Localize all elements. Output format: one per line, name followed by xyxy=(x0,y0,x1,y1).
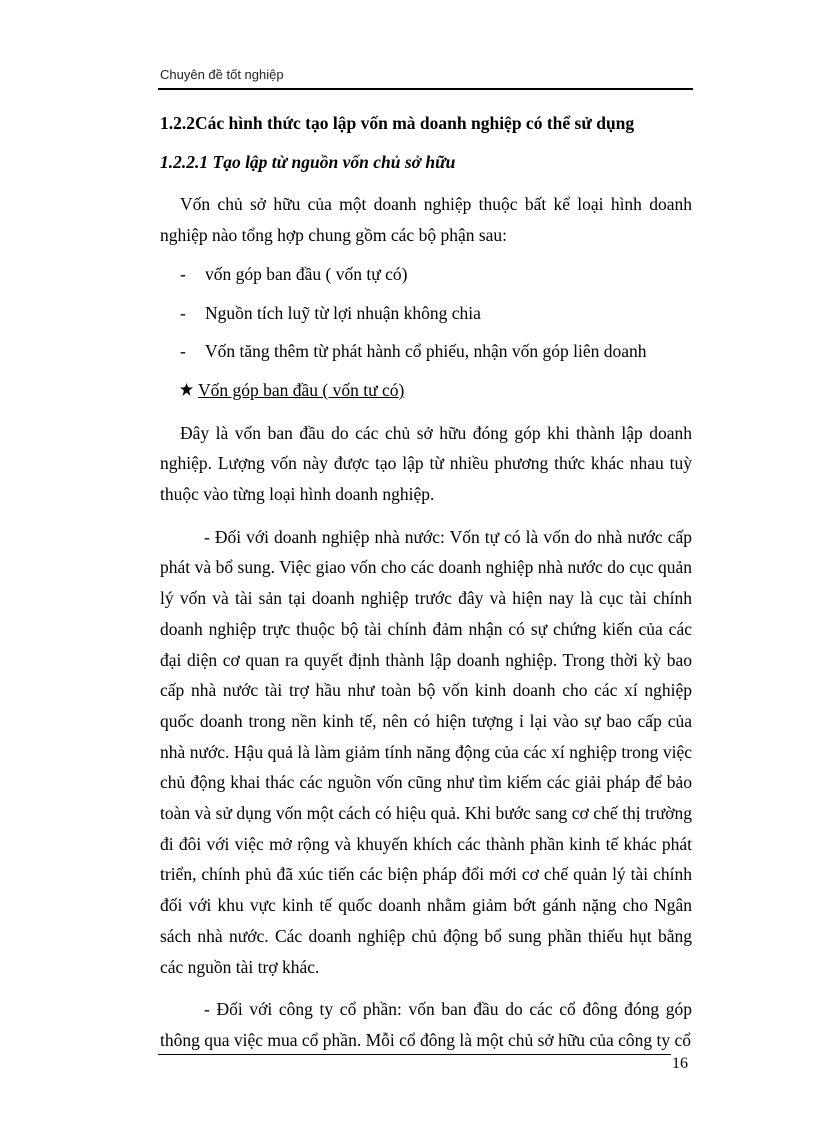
starred-item-text: Vốn góp ban đầu ( vốn tư có) xyxy=(198,379,405,400)
dash-marker: - xyxy=(180,302,186,323)
subsection-heading: 1.2.2.1 Tạo lập từ nguồn vốn chủ sở hữu xyxy=(160,151,456,172)
page-content xyxy=(160,108,692,1056)
dash-marker: - xyxy=(180,263,186,284)
dash-marker: - xyxy=(180,341,186,362)
header-rule xyxy=(158,88,693,90)
list-item-text: Vốn tăng thêm từ phát hành cổ phiếu, nhận vốn góp liên doanh xyxy=(205,341,647,362)
footer-rule xyxy=(158,1054,671,1055)
list-item-text: vốn góp ban đầu ( vốn tự có) xyxy=(205,263,408,284)
starred-item xyxy=(180,375,692,406)
paragraph-joint-stock: - Đối với công ty cổ phần: vốn ban đầu do các cổ đông đóng góp thông qua việc mua cổ phần. Mỗi cổ đông là một chủ sở hữu của công ty cổ xyxy=(160,999,692,1050)
list-item xyxy=(180,259,692,290)
page-number: 16 xyxy=(672,1055,688,1072)
list-item xyxy=(180,336,692,367)
star-bullet-icon xyxy=(180,375,194,406)
list-item-text: Nguồn tích luỹ từ lợi nhuận không chia xyxy=(205,302,481,323)
running-header: Chuyên đề tốt nghiệp xyxy=(160,67,284,82)
section-heading: 1.2.2Các hình thức tạo lập vốn mà doanh nghiệp có thể sử dụng xyxy=(160,113,635,133)
intro-paragraph: Vốn chủ sở hữu của một doanh nghiệp thuộc bất kể loại hình doanh nghiệp nào tổng hợp chung gồm các bộ phận sau: xyxy=(160,194,692,246)
list-item xyxy=(180,298,692,329)
capital-components-list xyxy=(160,259,692,367)
paragraph-state-enterprise: - Đối với doanh nghiệp nhà nước: Vốn tự có là vốn do nhà nước cấp phát và bổ sung. Việc giao vốn cho các doanh nghiệp nhà nước do cục quản lý vốn và tài sản tại doanh nghiệp trước đây và hiện nay là cục tài chính doanh nghiệp trực thuộc bộ tài chính đảm nhận có sự chứng kiến của các đại diện cơ quan ra quyết định thành lập doanh nghiệp. Trong thời kỳ bao cấp nhà nước tài trợ hầu như toàn bộ vốn kinh doanh cho các xí nghiệp quốc doanh trong nền kinh tế, nên có hiện tượng ỉ lại vào sự bao cấp của nhà nước. Hậu quả là làm giảm tính năng động của các xí nghiệp trong việc chủ động khai thác các nguồn vốn cũng như tìm kiếm các giải pháp để bảo toàn và sử dụng vốn một cách có hiệu quả. Khi bước sang cơ chế thị trường đi đôi với việc mở rộng và khuyến khích các thành phần kinh tế khác phát triển, chính phủ đã xúc tiến các biện pháp đổi mới cơ chế quản lý tài chính đối với khu vực kinh tế quốc doanh nhằm giảm bớt gánh nặng cho Ngân sách nhà nước. Các doanh nghiệp chủ động bổ sung phần thiếu hụt bằng các nguồn tài trợ khác. xyxy=(160,526,692,977)
paragraph-initial-capital: Đây là vốn ban đầu do các chủ sở hữu đóng góp khi thành lập doanh nghiệp. Lượng vốn này được tạo lập từ nhiều phương thức khác nhau tuỳ thuộc vào từng loại hình doanh nghiệp. xyxy=(160,422,692,505)
